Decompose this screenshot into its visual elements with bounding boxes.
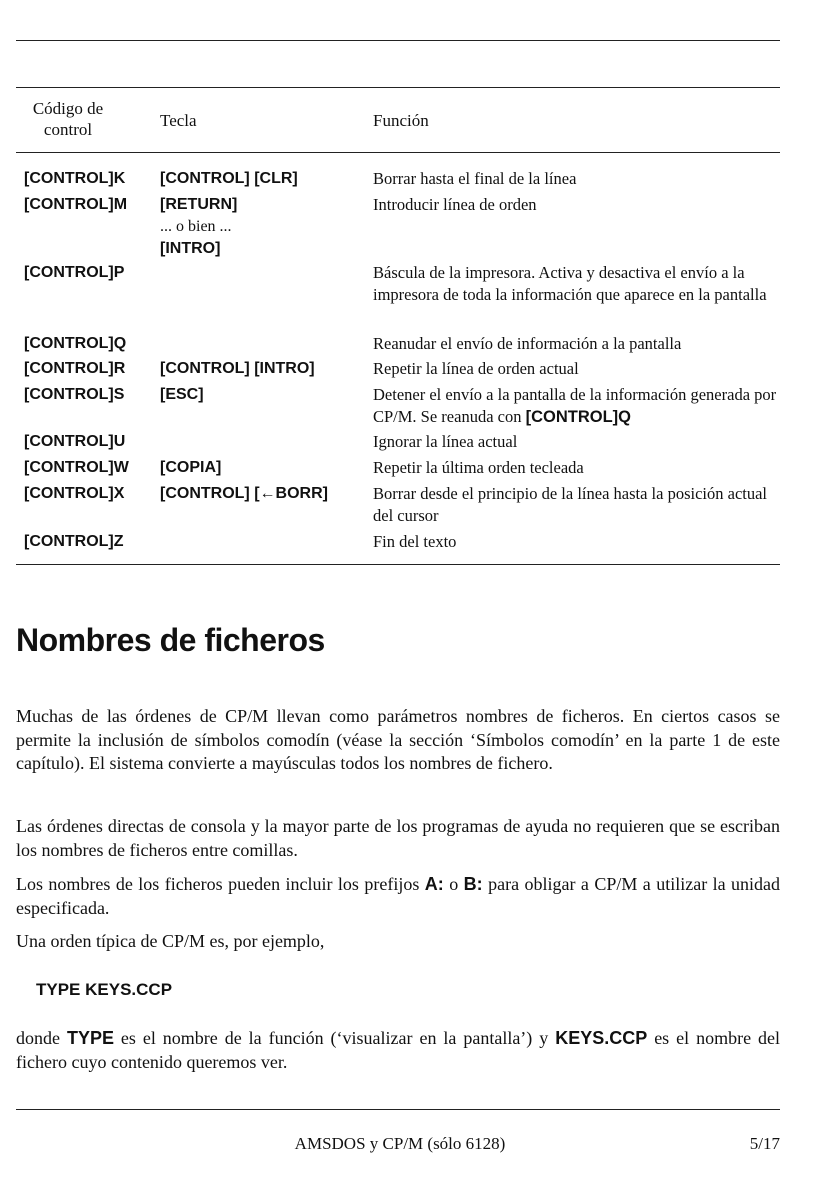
page-number: 5/17 [749,1134,780,1153]
key-alternative: [INTRO] [160,240,221,257]
control-code: [CONTROL]K [24,170,126,187]
p3-prefix-b: B: [463,874,483,894]
top-rule [16,40,780,41]
p5-filename: KEYS.CCP [555,1028,648,1048]
control-code: [CONTROL]R [24,360,126,377]
paragraph-4: Una orden típica de CP/M es, por ejemplo, [16,931,325,951]
key-combo: [CONTROL] [←BORR] [160,485,328,502]
p3-prefix-a: A: [424,874,444,894]
key-combo [160,194,365,260]
key-primary: [RETURN] [160,196,238,213]
header-function: Función [373,111,429,130]
key-or: ... o bien ... [160,218,232,235]
control-code: [CONTROL]Q [24,335,127,352]
function-text: Repetir la línea de orden actual [373,359,579,378]
control-code: [CONTROL]Z [24,533,124,550]
control-code: [CONTROL]W [24,459,129,476]
paragraph-3 [16,873,780,920]
function-text: Borrar hasta el final de la línea [373,169,577,188]
example-command: TYPE KEYS.CCP [36,980,173,999]
header-key: Tecla [160,111,197,130]
key-combo: [CONTROL] [INTRO] [160,360,315,377]
header-code: Código de control [32,99,104,139]
paragraph-1: Muchas de las órdenes de CP/M llevan como parámetros nombres de ficheros. En ciertos casos se permite la inclusión de símbolos comodín (véase la sección ‘Símbolos comodín’ en la parte 1 de este capítulo). El sistema convierte a mayúsculas todos los nombres de fichero. [16,706,780,773]
paragraph-5 [16,1027,780,1074]
function-text: Introducir línea de orden [373,195,537,214]
p5-type: TYPE [66,1028,114,1048]
function-text-key: [CONTROL]Q [525,408,632,426]
control-code: [CONTROL]U [24,433,126,450]
key-combo: [CONTROL] [CLR] [160,170,298,187]
control-code: [CONTROL]X [24,485,125,502]
function-text-main: Detener el envío a la pantalla de la información generada por CP/M. Se reanuda con [373,385,777,426]
function-text: Báscula de la impresora. Activa y desactiva el envío a la impresora de toda la información que aparece en la pantalla [373,263,767,304]
key-combo: [COPIA] [160,459,222,476]
p3-text-b: o [449,874,459,894]
p5-text-b: es el nombre de la función (‘visualizar en la pantalla’) y [120,1028,549,1048]
key-combo: [ESC] [160,386,204,403]
p5-text-c: es el nombre del fichero cuyo contenido queremos ver. [16,1028,780,1072]
control-code: [CONTROL]M [24,196,128,213]
function-text: Fin del texto [373,532,457,551]
function-text: Ignorar la línea actual [373,432,518,451]
section-title: Nombres de ficheros [16,622,325,658]
table-header-rule [16,152,780,153]
control-code: [CONTROL]S [24,386,125,403]
footer-rule [16,1109,780,1110]
function-text [373,384,783,428]
function-text: Reanudar el envío de información a la pantalla [373,334,682,353]
table-bottom-rule [16,564,780,565]
p3-text-c: para obligar a CP/M a utilizar la unidad especificada. [16,874,781,918]
footer-title: AMSDOS y CP/M (sólo 6128) [294,1134,506,1153]
control-code: [CONTROL]P [24,264,125,281]
table-top-rule [16,87,780,88]
function-text: Repetir la última orden tecleada [373,458,584,477]
p3-text-a: Los nombres de los ficheros pueden incluir los prefijos [16,874,420,894]
paragraph-2: Las órdenes directas de consola y la mayor parte de los programas de ayuda no requieren que se escriban los nombres de ficheros entre comillas. [16,816,780,860]
function-text: Borrar desde el principio de la línea hasta la posición actual del cursor [373,484,768,525]
p5-text-a: donde [16,1028,60,1048]
